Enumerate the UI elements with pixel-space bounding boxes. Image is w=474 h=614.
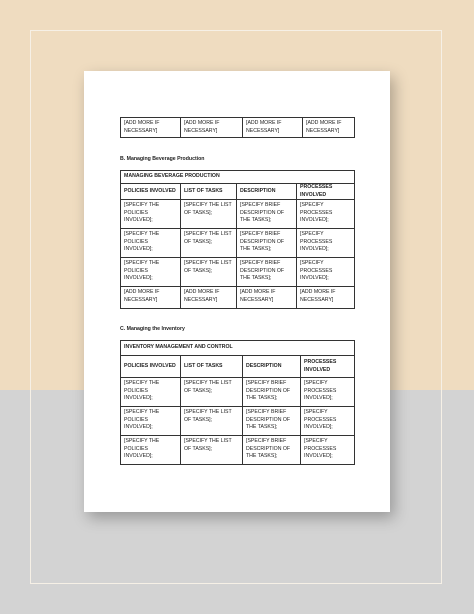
table-title-row: [121, 171, 355, 184]
table-cell: [SPECIFY PROCESSES INVOLVED];: [297, 200, 355, 229]
table-cell: [ADD MORE IF NECESSARY]: [237, 287, 297, 309]
column-header: DESCRIPTION: [237, 184, 297, 200]
table-cell: [SPECIFY THE LIST OF TASKS];: [181, 378, 243, 407]
table-header-row: [121, 184, 355, 200]
table-cell: [SPECIFY PROCESSES INVOLVED];: [301, 407, 355, 436]
table-row: [121, 378, 355, 407]
continuation-table: [120, 117, 355, 138]
document-page: [84, 71, 390, 512]
table-row: [121, 436, 355, 465]
table-row: [121, 258, 355, 287]
section-heading-b: B. Managing Beverage Production: [120, 156, 205, 162]
table-cell: [SPECIFY THE POLICIES INVOLVED];: [121, 229, 181, 258]
table-row: [121, 287, 355, 309]
table-cell: [SPECIFY BRIEF DESCRIPTION OF THE TASKS];: [237, 258, 297, 287]
column-header: PROCESSES INVOLVED: [297, 184, 355, 200]
table-cell: [SPECIFY BRIEF DESCRIPTION OF THE TASKS];: [237, 229, 297, 258]
table-cell: [SPECIFY BRIEF DESCRIPTION OF THE TASKS];: [243, 378, 301, 407]
table-cell: [SPECIFY BRIEF DESCRIPTION OF THE TASKS];: [237, 200, 297, 229]
table-cell: [ADD MORE IF NECESSARY]: [243, 118, 303, 138]
table-cell: [SPECIFY PROCESSES INVOLVED];: [297, 258, 355, 287]
table-cell: [SPECIFY THE POLICIES INVOLVED];: [121, 436, 181, 465]
table-cell: [SPECIFY THE LIST OF TASKS];: [181, 407, 243, 436]
table-row: [121, 229, 355, 258]
inventory-management-table: [120, 340, 355, 465]
table-cell: [ADD MORE IF NECESSARY]: [297, 287, 355, 309]
beverage-production-table: [120, 170, 355, 309]
table-cell: [SPECIFY THE LIST OF TASKS];: [181, 200, 237, 229]
table-cell: [SPECIFY PROCESSES INVOLVED];: [297, 229, 355, 258]
table-cell: [ADD MORE IF NECESSARY]: [181, 287, 237, 309]
column-header: DESCRIPTION: [243, 356, 301, 378]
table-cell: [SPECIFY PROCESSES INVOLVED];: [301, 436, 355, 465]
column-header: LIST OF TASKS: [181, 356, 243, 378]
table-title-row: [121, 341, 355, 356]
table-title: MANAGING BEVERAGE PRODUCTION: [121, 171, 355, 184]
table-cell: [SPECIFY THE LIST OF TASKS];: [181, 258, 237, 287]
column-header: PROCESSES INVOLVED: [301, 356, 355, 378]
table-cell: [SPECIFY PROCESSES INVOLVED];: [301, 378, 355, 407]
table-cell: [SPECIFY THE POLICIES INVOLVED];: [121, 258, 181, 287]
table-row: [121, 407, 355, 436]
table-cell: [ADD MORE IF NECESSARY]: [121, 287, 181, 309]
table-cell: [ADD MORE IF NECESSARY]: [181, 118, 243, 138]
table-cell: [SPECIFY THE POLICIES INVOLVED];: [121, 378, 181, 407]
table-cell: [SPECIFY BRIEF DESCRIPTION OF THE TASKS];: [243, 407, 301, 436]
table-cell: [SPECIFY THE POLICIES INVOLVED];: [121, 200, 181, 229]
table-row: [121, 200, 355, 229]
table-header-row: [121, 356, 355, 378]
table-cell: [ADD MORE IF NECESSARY]: [121, 118, 181, 138]
table-cell: [SPECIFY THE LIST OF TASKS];: [181, 229, 237, 258]
table-title: INVENTORY MANAGEMENT AND CONTROL: [121, 341, 355, 356]
column-header: POLICIES INVOLVED: [121, 184, 181, 200]
table-cell: [SPECIFY THE POLICIES INVOLVED];: [121, 407, 181, 436]
column-header: LIST OF TASKS: [181, 184, 237, 200]
section-heading-c: C. Managing the Inventory: [120, 326, 185, 332]
table-cell: [SPECIFY THE LIST OF TASKS];: [181, 436, 243, 465]
column-header: POLICIES INVOLVED: [121, 356, 181, 378]
table-row: [121, 118, 355, 138]
table-cell: [SPECIFY BRIEF DESCRIPTION OF THE TASKS];: [243, 436, 301, 465]
table-cell: [ADD MORE IF NECESSARY]: [303, 118, 355, 138]
